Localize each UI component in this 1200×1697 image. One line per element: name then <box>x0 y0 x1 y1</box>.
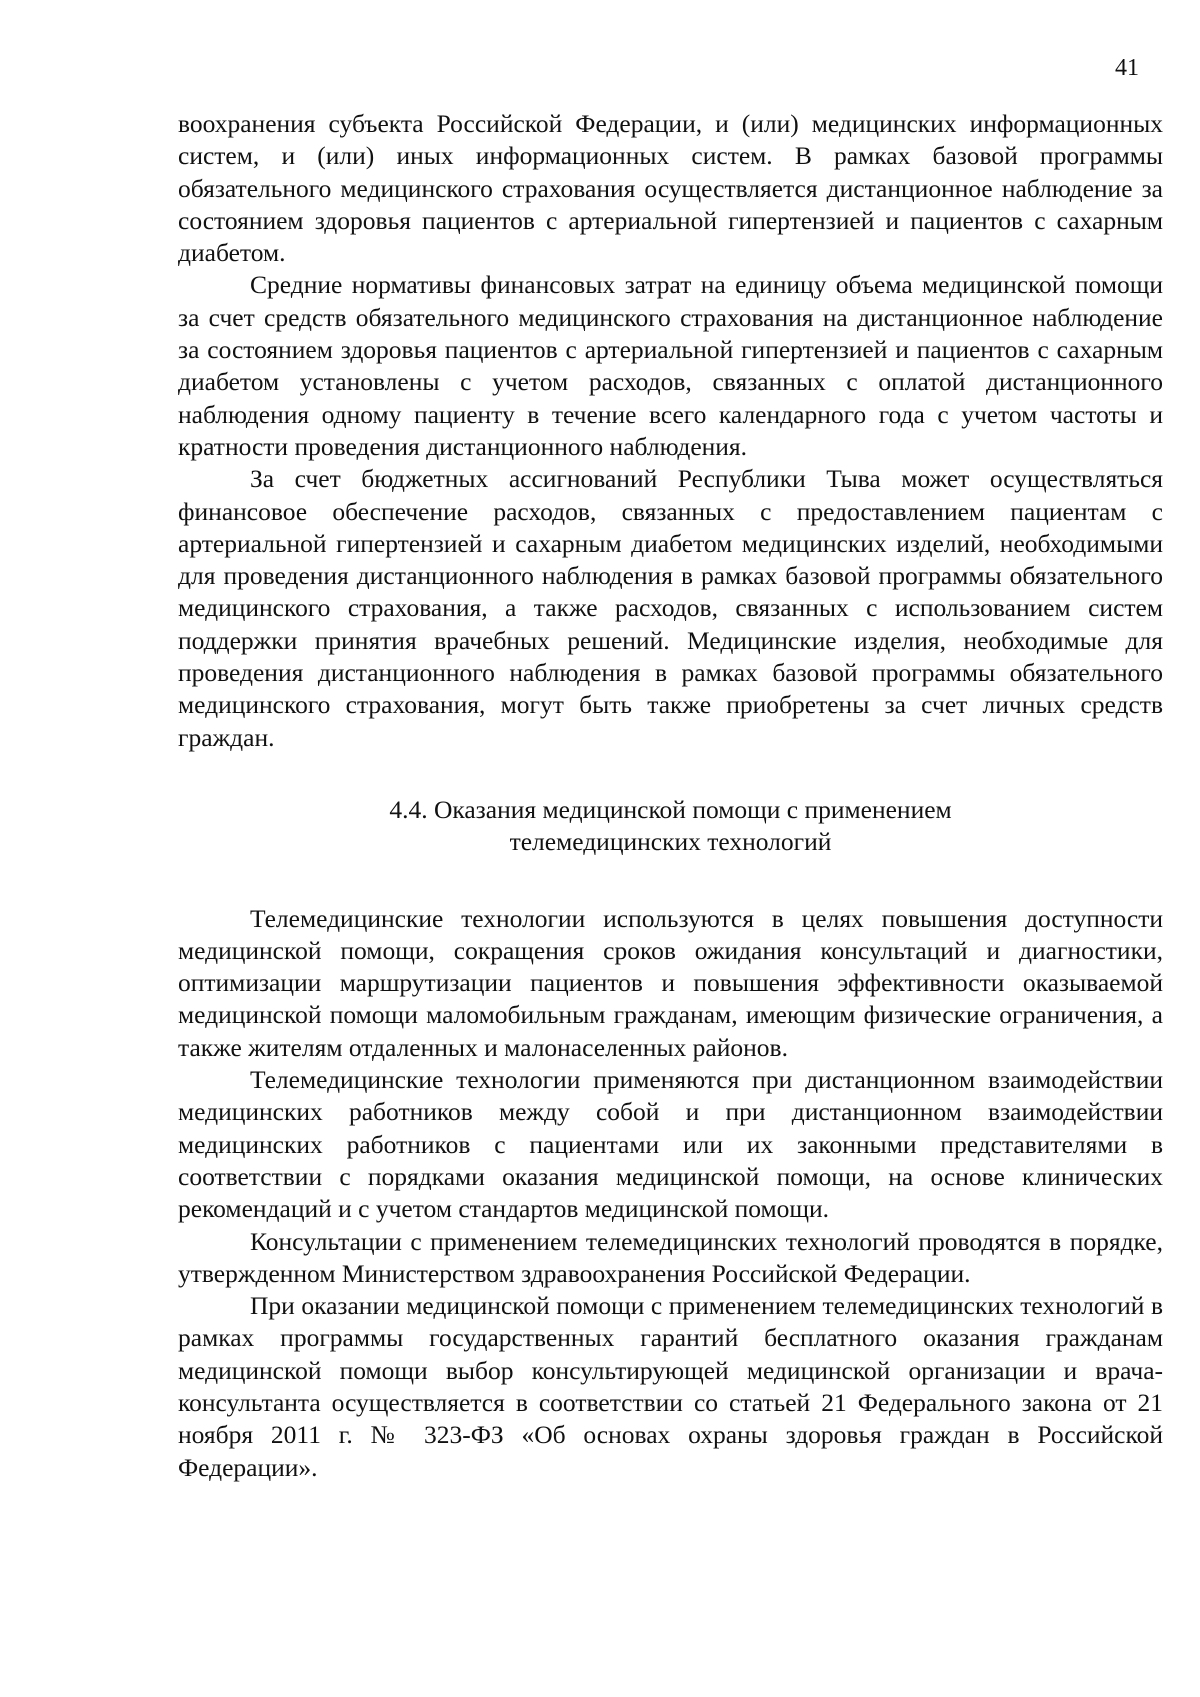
paragraph-telemedicine-application: Телемедицинские технологии применяются при дистанционном взаимодействии медицинских работников между собой и при дистанционном взаимодействии медицинских работников с пациентами или их законными представителями в соответствии с порядками оказания медицинской помощи, на основе клинических рекомендаций и с учетом стандартов медицинской помощи. <box>178 1065 1163 1224</box>
page-number: 41 <box>1115 55 1139 81</box>
section-heading-line2: телемедицинских технологий <box>509 827 832 857</box>
paragraph-budget-allocations: За счет бюджетных ассигнований Республики Тыва может осуществляться финансовое обеспечение расходов, связанных с предоставлением пациентам с артериальной гипертензией и сахарным диабетом медицинских изделий, необходимыми для проведения дистанционного наблюдения в рамках базовой программы обязательного медицинского страхования, а также расходов, связанных с использованием систем поддержки принятия врачебных решений. Медицинские изделия, необходимые для проведения дистанционного наблюдения в рамках базовой программы обязательного медицинского страхования, могут быть также приобретены за счет личных средств граждан. <box>178 464 1163 752</box>
document-body <box>178 108 1163 1484</box>
paragraph-financing-norms: Средние нормативы финансовых затрат на единицу объема медицинской помощи за счет средств обязательного медицинского страхования на дистанционное наблюдение за состоянием здоровья пациентов с артериальной гипертензией и пациентов с сахарным диабетом установлены с учетом расходов, связанных с оплатой дистанционного наблюдения одному пациенту в течение всего календарного года с учетом частоты и кратности проведения дистанционного наблюдения. <box>178 270 1163 461</box>
paragraph-consultations-order: Консультации с применением телемедицинских технологий проводятся в порядке, утвержденном Министерством здравоохранения Российской Федерации. <box>178 1226 1163 1288</box>
paragraph-continuation: воохранения субъекта Российской Федерации, и (или) медицинских информационных систем, и (или) иных информационных систем. В рамках базовой программы обязательного медицинского страхования осуществляется дистанционное наблюдение за состоянием здоровья пациентов с артериальной гипертензией и пациентов с сахарным диабетом. <box>178 109 1163 268</box>
section-heading-line1: 4.4. Оказания медицинской помощи с применением <box>389 794 952 824</box>
paragraph-telemedicine-purpose: Телемедицинские технологии используются в целях повышения доступности медицинской помощи, сокращения сроков ожидания консультаций и диагностики, оптимизации маршрутизации пациентов и повышения эффективности оказываемой медицинской помощи маломобильным гражданам, имеющим физические ограничения, а также жителям отдаленных и малонаселенных районов. <box>178 903 1163 1062</box>
section-heading <box>178 794 1163 859</box>
paragraph-consultant-choice: При оказании медицинской помощи с применением телемедицинских технологий в рамках программы государственных гарантий бесплатного оказания гражданам медицинской помощи выбор консультирующей медицинской организации и врача-консультанта осуществляется в соответствии со статьей 21 Федерального закона от 21 ноября 2011 г. № 323-ФЗ «Об основах охраны здоровья граждан в Российской Федерации». <box>178 1291 1163 1482</box>
